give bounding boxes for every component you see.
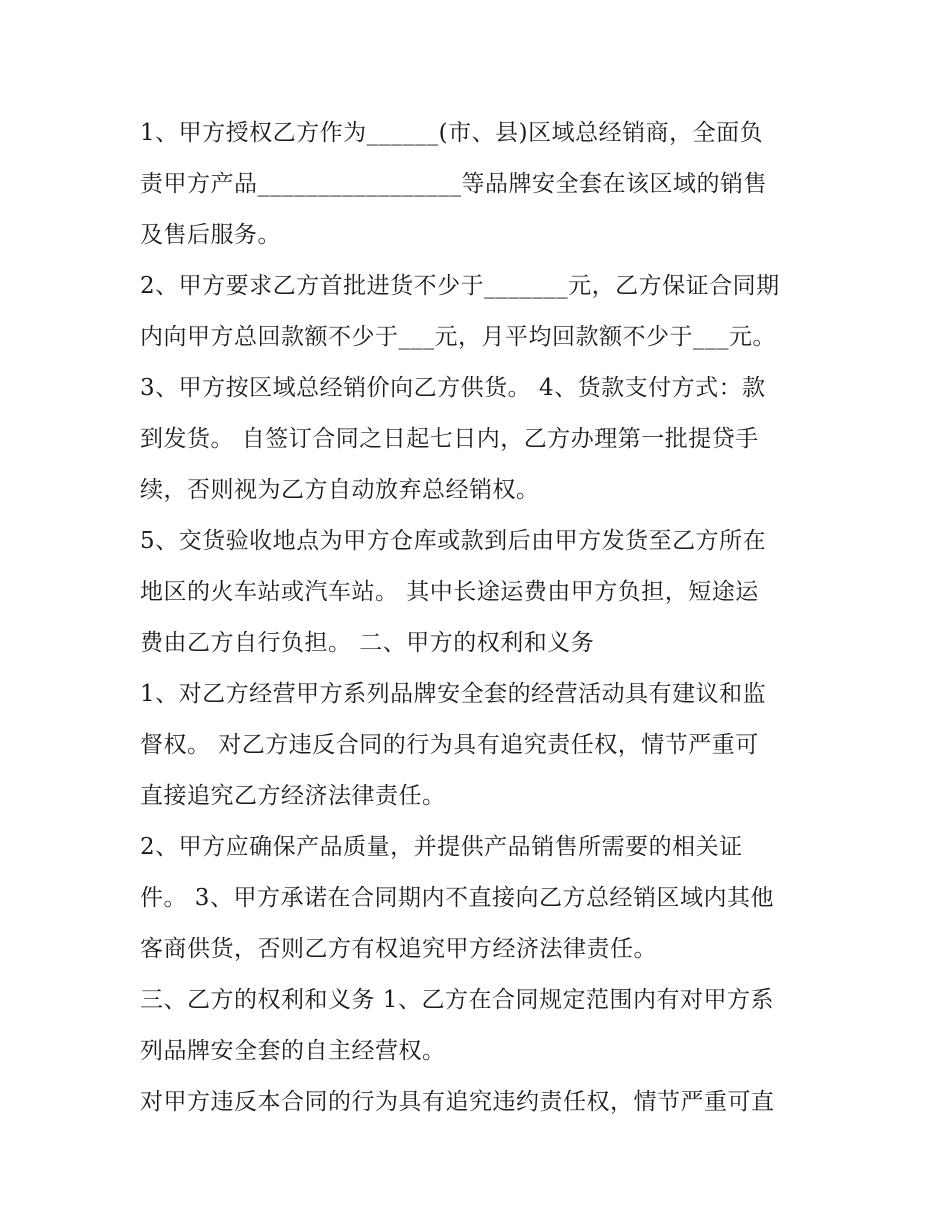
text-line: 1、对乙方经营甲方系列品牌安全套的经营活动具有建议和监	[140, 681, 767, 707]
text-line: 列品牌安全套的自主经营权。	[140, 1038, 446, 1064]
text-line: 费由乙方自行负担。 二、甲方的权利和义务	[140, 630, 595, 656]
text-line: 2、甲方应确保产品质量，并提供产品销售所需要的相关证	[140, 834, 743, 860]
text-line: 2、甲方要求乙方首批进货不少于_______元，乙方保证合同期	[140, 273, 780, 299]
text-line: 5、交货验收地点为甲方仓库或款到后由甲方发货至乙方所在	[140, 528, 767, 554]
text-line: 督权。 对乙方违反合同的行为具有追究责任权，情节严重可	[140, 732, 759, 758]
text-line: 续，否则视为乙方自动放弃总经销权。	[140, 477, 540, 503]
text-line: 及售后服务。	[140, 222, 281, 248]
text-line: 内向甲方总回款额不少于___元，月平均回款额不少于___元。	[140, 324, 776, 350]
text-line: 地区的火车站或汽车站。 其中长途运费由甲方负担，短途运	[140, 579, 759, 605]
text-line: 三、乙方的权利和义务 1、乙方在合同规定范围内有对甲方系	[140, 987, 774, 1013]
text-line: 件。 3、甲方承诺在合同期内不直接向乙方总经销区域内其他	[140, 885, 774, 911]
contract-text	[140, 108, 830, 1128]
text-line: 1、甲方授权乙方作为______(市、县)区域总经销商，全面负	[140, 120, 764, 146]
text-line: 对甲方违反本合同的行为具有追究违约责任权，情节严重可直	[140, 1089, 775, 1115]
text-line: 3、甲方按区域总经销价向乙方供货。 4、货款支付方式：款	[140, 375, 766, 401]
text-line: 直接追究乙方经济法律责任。	[140, 783, 446, 809]
text-line: 责甲方产品_________________等品牌安全套在该区域的销售	[140, 171, 767, 197]
text-line: 客商供货，否则乙方有权追究甲方经济法律责任。	[140, 936, 657, 962]
text-line: 到发货。 自签订合同之日起七日内，乙方办理第一批提贷手	[140, 426, 759, 452]
